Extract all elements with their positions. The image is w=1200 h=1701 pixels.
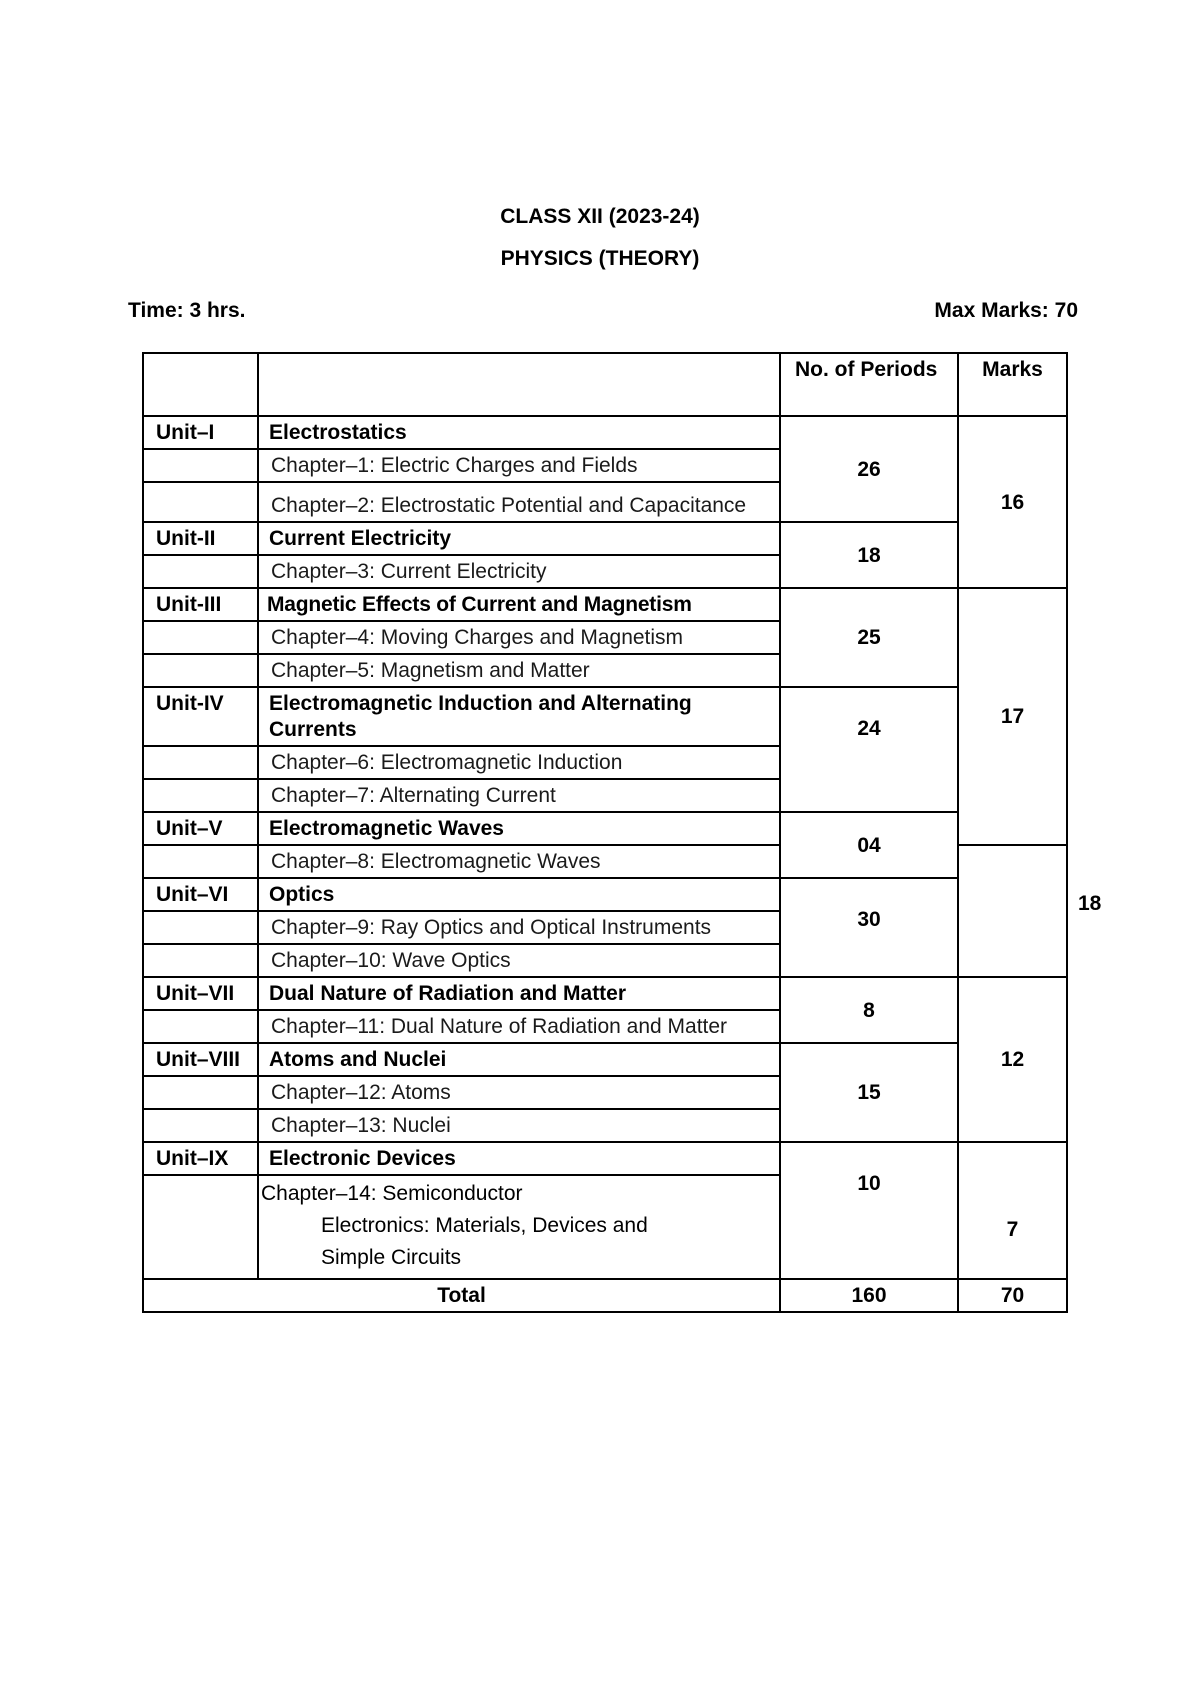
chapter-title bbox=[258, 1175, 780, 1279]
unit-label-empty bbox=[143, 1175, 258, 1279]
chapter-title: Chapter–10: Wave Optics bbox=[258, 944, 780, 977]
total-row bbox=[143, 1279, 1067, 1312]
table-row bbox=[143, 588, 1067, 621]
unit-label-empty bbox=[143, 449, 258, 482]
unit-title: Electronic Devices bbox=[258, 1142, 780, 1175]
unit-label-empty bbox=[143, 746, 258, 779]
unit-label-empty bbox=[143, 1109, 258, 1142]
unit-label-empty bbox=[143, 779, 258, 812]
unit-label: Unit-II bbox=[143, 522, 258, 555]
chapter-title: Chapter–7: Alternating Current bbox=[258, 779, 780, 812]
unit-title: Dual Nature of Radiation and Matter bbox=[258, 977, 780, 1010]
subject-title: PHYSICS (THEORY) bbox=[500, 247, 700, 270]
unit-label: Unit–IX bbox=[143, 1142, 258, 1175]
total-marks: 70 bbox=[958, 1279, 1067, 1312]
unit-label: Unit–VIII bbox=[143, 1043, 258, 1076]
time-label: Time: 3 hrs. bbox=[128, 299, 246, 322]
table-row bbox=[143, 687, 1067, 746]
header-cell-topic bbox=[258, 353, 780, 416]
unit-title: Electromagnetic Waves bbox=[258, 812, 780, 845]
max-marks-label: Max Marks: 70 bbox=[934, 299, 1078, 322]
periods-value: 25 bbox=[780, 588, 958, 687]
unit-label-empty bbox=[143, 654, 258, 687]
chapter-title: Chapter–9: Ray Optics and Optical Instruments bbox=[258, 911, 780, 944]
table-row bbox=[143, 977, 1067, 1010]
marks-value: 17 bbox=[958, 588, 1067, 845]
periods-value: 8 bbox=[780, 977, 958, 1043]
periods-value: 18 bbox=[780, 522, 958, 588]
chapter-title: Chapter–3: Current Electricity bbox=[258, 555, 780, 588]
unit-title: Optics bbox=[258, 878, 780, 911]
unit-label-empty bbox=[143, 911, 258, 944]
total-label: Total bbox=[143, 1279, 780, 1312]
unit-label: Unit-IV bbox=[143, 687, 258, 746]
table-row bbox=[143, 1043, 1067, 1076]
header-marks: Marks bbox=[958, 353, 1067, 416]
unit-label: Unit–VI bbox=[143, 878, 258, 911]
periods-value: 10 bbox=[780, 1142, 958, 1279]
chapter-line: Electronics: Materials, Devices and bbox=[321, 1214, 648, 1237]
unit-label-empty bbox=[143, 944, 258, 977]
table-header-row bbox=[143, 353, 1067, 416]
unit-label: Unit–VII bbox=[143, 977, 258, 1010]
unit-label: Unit-III bbox=[143, 588, 258, 621]
unit-label-empty bbox=[143, 621, 258, 654]
table-row bbox=[143, 1142, 1067, 1175]
table-row bbox=[143, 522, 1067, 555]
periods-value: 24 bbox=[780, 687, 958, 812]
chapter-title: Chapter–5: Magnetism and Matter bbox=[258, 654, 780, 687]
periods-value: 15 bbox=[780, 1043, 958, 1142]
chapter-title: Chapter–8: Electromagnetic Waves bbox=[258, 845, 780, 878]
header-cell-unit bbox=[143, 353, 258, 416]
syllabus-table bbox=[142, 352, 1102, 1313]
unit-label-empty bbox=[143, 1076, 258, 1109]
unit-title: Atoms and Nuclei bbox=[258, 1043, 780, 1076]
chapter-title: Chapter–2: Electrostatic Potential and Capacitance bbox=[258, 482, 780, 522]
marks-value: 12 bbox=[958, 977, 1067, 1142]
periods-value: 04 bbox=[780, 812, 958, 878]
chapter-title: Chapter–6: Electromagnetic Induction bbox=[258, 746, 780, 779]
unit-title: Magnetic Effects of Current and Magnetism bbox=[258, 588, 780, 621]
unit-title: Electrostatics bbox=[258, 416, 780, 449]
unit-label: Unit–V bbox=[143, 812, 258, 845]
total-periods: 160 bbox=[780, 1279, 958, 1312]
marks-value: 7 bbox=[958, 1142, 1067, 1279]
periods-value: 26 bbox=[780, 416, 958, 522]
header-periods: No. of Periods bbox=[780, 353, 958, 416]
periods-value: 30 bbox=[780, 878, 958, 977]
unit-label-empty bbox=[143, 482, 258, 522]
unit-label-empty bbox=[143, 845, 258, 878]
marks-value: 16 bbox=[958, 416, 1067, 588]
chapter-title: Chapter–13: Nuclei bbox=[258, 1109, 780, 1142]
chapter-title: Chapter–4: Moving Charges and Magnetism bbox=[258, 621, 780, 654]
unit-title: Electromagnetic Induction and Alternating Currents bbox=[258, 687, 780, 746]
unit-label-empty bbox=[143, 555, 258, 588]
chapter-title: Chapter–12: Atoms bbox=[258, 1076, 780, 1109]
chapter-title: Chapter–11: Dual Nature of Radiation and Matter bbox=[258, 1010, 780, 1043]
table-row bbox=[143, 416, 1067, 449]
unit-label-empty bbox=[143, 1010, 258, 1043]
class-title: CLASS XII (2023-24) bbox=[500, 205, 700, 228]
unit-title: Current Electricity bbox=[258, 522, 780, 555]
table-row: Unit–V Electromagnetic Waves 04 18 bbox=[143, 812, 1067, 845]
chapter-title: Chapter–1: Electric Charges and Fields bbox=[258, 449, 780, 482]
chapter-line: Simple Circuits bbox=[321, 1246, 462, 1269]
chapter-line: Chapter–14: Semiconductor bbox=[261, 1182, 523, 1205]
unit-label: Unit–I bbox=[143, 416, 258, 449]
table-row bbox=[143, 878, 1067, 911]
